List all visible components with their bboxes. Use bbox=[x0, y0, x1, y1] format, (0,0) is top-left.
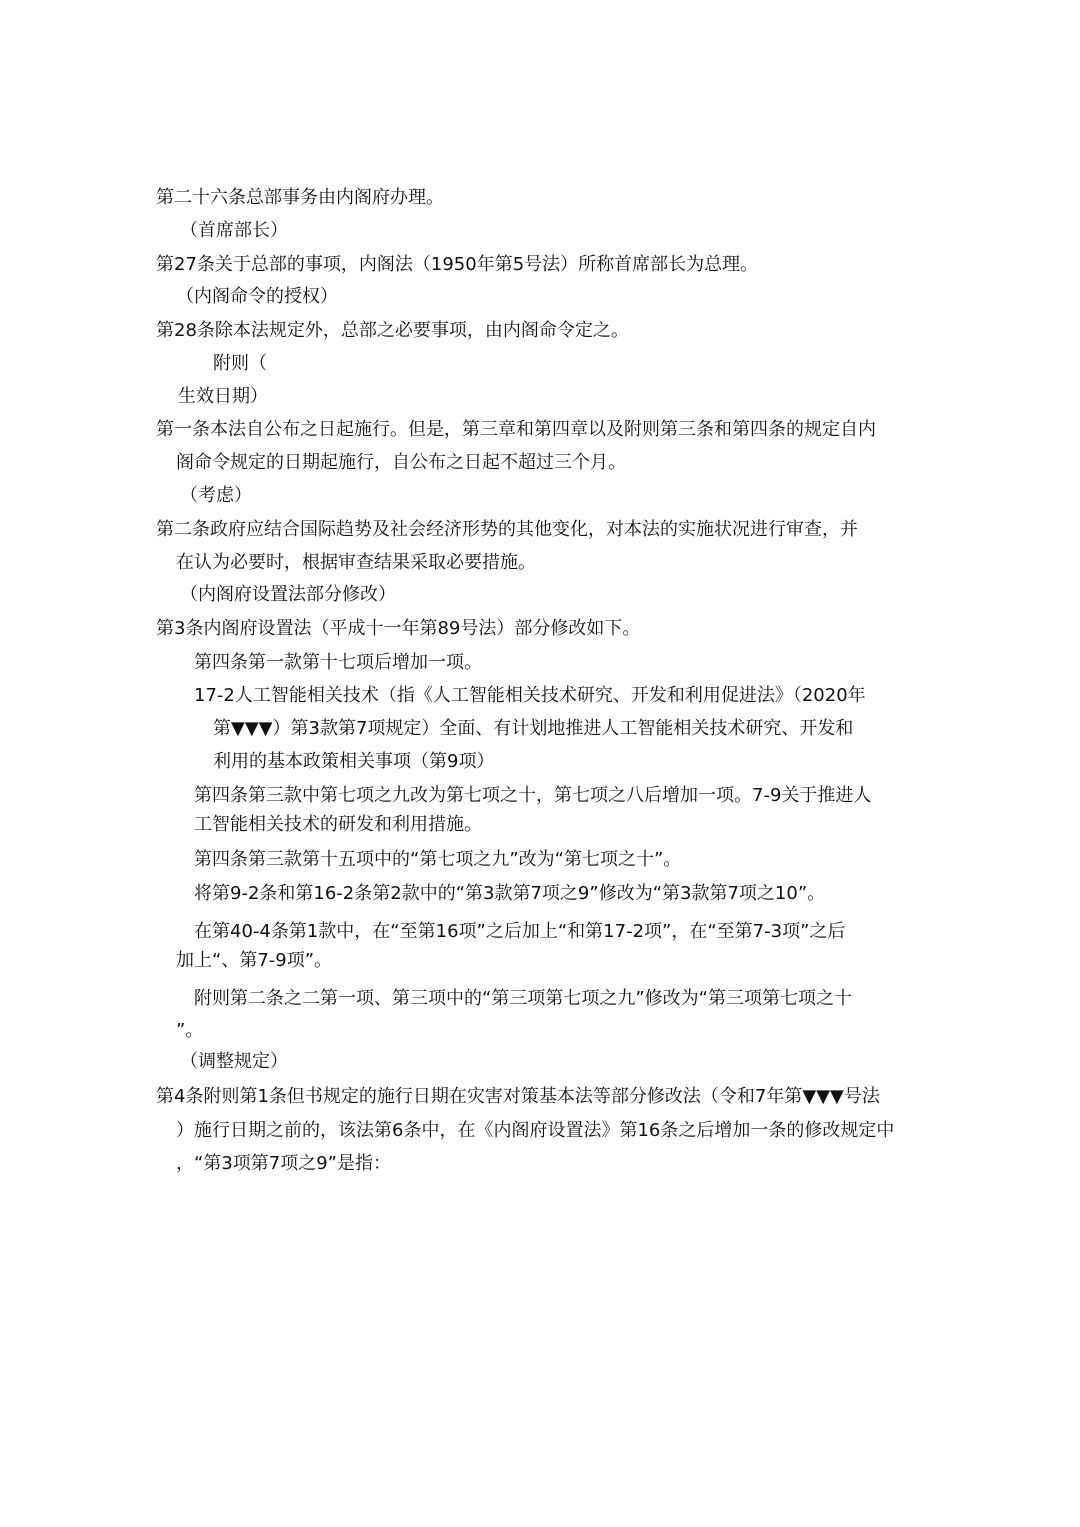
supplementary-provisions-heading: 附则（ bbox=[213, 353, 267, 374]
amendment-2-line-1: 第四条第三款中第七项之九改为第七项之十，第七项之八后增加一项。7-9关于推进人 bbox=[194, 785, 872, 806]
amendment-6-line-2: ”。 bbox=[176, 1020, 204, 1041]
amendment-3-text: 第四条第三款第十五项中的“第七项之九”改为“第七项之十”。 bbox=[194, 849, 682, 870]
supp-article-2-line-1: 第二条政府应结合国际趋势及社会经济形势的其他变化，对本法的实施状况进行审查，并 bbox=[156, 519, 858, 540]
amendment-6-line-1: 附则第二条之二第一项、第三项中的“第三项第七项之九”修改为“第三项第七项之十 bbox=[194, 988, 852, 1009]
amendment-4-text: 将第9-2条和第16-2条第2款中的“第3款第7项之9”修改为“第3款第7项之10”。 bbox=[194, 883, 826, 904]
heading-adjustment-provision: （调整规定） bbox=[180, 1051, 288, 1072]
supp-article-4-line-2: ）施行日期之前的，该法第6条中，在《内阁府设置法》第16条之后增加一条的修改规定中 bbox=[176, 1120, 895, 1141]
heading-consideration: （考虑） bbox=[180, 485, 252, 506]
heading-cabinet-office-act-amendment: （内阁府设置法部分修改） bbox=[180, 584, 396, 605]
supp-article-1-line-2: 阁命令规定的日期起施行，自公布之日起不超过三个月。 bbox=[176, 452, 626, 473]
article-28-text: 第28条除本法规定外，总部之必要事项，由内阁命令定之。 bbox=[156, 320, 629, 341]
amendment-5-line-2: 加上“、第7-9项”。 bbox=[176, 950, 333, 971]
amendment-17-2-line-3: 利用的基本政策相关事项（第9项） bbox=[213, 751, 495, 772]
supp-article-4-line-1: 第4条附则第1条但书规定的施行日期在灾害对策基本法等部分修改法（令和7年第▼▼▼号法 bbox=[156, 1086, 880, 1107]
amendment-17-2-line-1: 17-2人工智能相关技术（指《人工智能相关技术研究、开发和利用促进法》（2020年 bbox=[194, 685, 866, 706]
amendment-17-2-line-2: 第▼▼▼）第3款第7项规定）全面、有计划地推进人工智能相关技术研究、开发和 bbox=[213, 718, 854, 739]
heading-cabinet-order-delegation: （内阁命令的授权） bbox=[176, 286, 338, 307]
amendment-1-text: 第四条第一款第十七项后增加一项。 bbox=[194, 652, 482, 673]
supp-article-1-line-1: 第一条本法自公布之日起施行。但是，第三章和第四章以及附则第三条和第四条的规定自内 bbox=[156, 419, 876, 440]
article-26-text: 第二十六条总部事务由内阁府办理。 bbox=[156, 187, 444, 208]
heading-effective-date: 生效日期） bbox=[178, 386, 268, 407]
heading-chief-minister: （首席部长） bbox=[180, 220, 288, 241]
amendment-5-line-1: 在第40-4条第1款中，在“至第16项”之后加上“和第17-2项”，在“至第7-3项”之后 bbox=[194, 921, 846, 942]
article-27-text: 第27条关于总部的事项，内阁法（1950年第5号法）所称首席部长为总理。 bbox=[156, 254, 759, 275]
supp-article-2-line-2: 在认为必要时，根据审查结果采取必要措施。 bbox=[176, 552, 536, 573]
supp-article-4-line-3: ，“第3项第7项之9”是指： bbox=[176, 1153, 392, 1174]
supp-article-3-text: 第3条内阁府设置法（平成十一年第89号法）部分修改如下。 bbox=[156, 618, 641, 639]
amendment-2-line-2: 工智能相关技术的研发和利用措施。 bbox=[194, 814, 482, 835]
